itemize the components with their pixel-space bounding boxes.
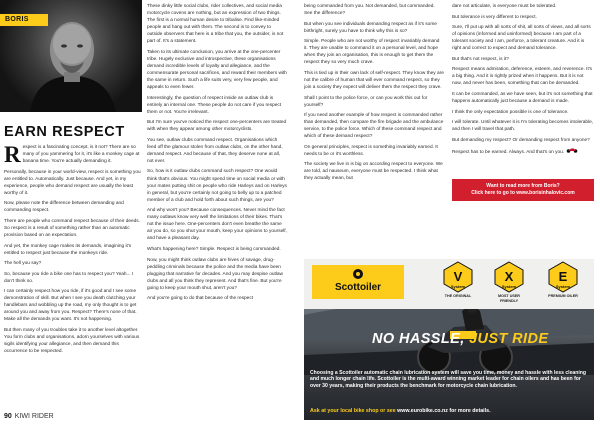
paragraph: dare not articulate, is everyone must be tolerated. bbox=[452, 4, 557, 9]
paragraph: But that's not respect, is it? bbox=[452, 56, 509, 62]
paragraph: But when you see individuals demanding respect as if it's some birthright, surely you have to think why this is so? bbox=[304, 21, 437, 34]
first-paragraph bbox=[4, 144, 141, 165]
motorcycle-end-icon bbox=[566, 147, 578, 156]
scottoiler-logo bbox=[312, 265, 404, 304]
read-more-link[interactable] bbox=[452, 179, 594, 201]
system-v bbox=[439, 261, 477, 299]
paragraph: espect is a fascinating concept, is it not? There are so many of you yammering for it, it's like a monkey cage at banana time. You're actually demanding it. bbox=[22, 145, 140, 165]
paragraph: If you need another example of how respect is commanded rather than demanded, then compare the fire brigade and the ambulance service, to the police force. Which of these command respect and which of these demand respect? bbox=[304, 113, 444, 140]
scottoiler-advertisement[interactable] bbox=[304, 259, 594, 420]
paragraph: There are people who command respect because of their deeds. So respect is a result of something rather than an automatic provision based on an expectation. bbox=[4, 218, 140, 239]
system-e-label: PREMIUM OILER bbox=[548, 294, 578, 298]
magazine-name: KIWI RIDER bbox=[14, 413, 54, 420]
paragraph: Taken to its ultimate conclusion, you arrive at the one-percenter tribe. Hugely exclusive and introspective, these organisations demand incredible levels of loyalty and allegiance, and the commensurate personal sacrifices, and reward their members with the same in return. Such a life suits very, very few people, and appeals to even fewer. bbox=[147, 49, 287, 91]
system-v-letter: V bbox=[453, 269, 463, 284]
paragraph: These dinky little social clubs, rider collectives, and social media motorcycle covens are nothing, but an expression of two things. The first is a normal human desire to tribalise. Find like-minded people and hang out with them. The second is to convey to outside observers that here is a tribe that you, the outsider, is not part of. It's a statement. bbox=[147, 4, 284, 45]
system-e-hexagon-icon bbox=[547, 261, 579, 293]
system-x-letter: X bbox=[504, 269, 514, 284]
paragraph: Respect has to be earned. Always. And that's on you. bbox=[452, 150, 565, 156]
scottoiler-brand-name: Scottoiler bbox=[334, 282, 382, 293]
paragraph: And you're going to do that because of the respect bbox=[147, 296, 254, 302]
author-photo bbox=[0, 0, 142, 112]
system-x bbox=[490, 261, 528, 303]
paragraph: Now, please note the difference between demanding and commanding respect. bbox=[4, 201, 124, 214]
system-e-sub: System bbox=[555, 284, 571, 289]
paragraph: Interestingly, the question of respect inside an outlaw club is entirely an internal one. These people do not care if you respect them or not. You're irrelevant. bbox=[147, 95, 282, 115]
system-x-sub: System bbox=[501, 284, 517, 289]
system-v-sub: System bbox=[450, 284, 466, 289]
article-column-3 bbox=[304, 3, 444, 255]
read-more-line-1: Want to read more from Boris? bbox=[486, 183, 560, 189]
last-paragraph bbox=[452, 147, 594, 156]
section-tag-label: BORIS bbox=[5, 16, 29, 23]
paragraph: The hell you say? bbox=[4, 261, 42, 267]
paragraph: I can certainly respect how you ride, if it's good and I see some demonstration of skill. But when I see you death clutching your handlebars and wobbling up the road, my only thought is to get around you and away from you. Respect? There's none of that. Make all the demands you want. It's not happening. bbox=[4, 289, 137, 323]
drop-cap: R bbox=[4, 144, 21, 167]
paragraph: What's happening here? Simple. Respect is being commanded. bbox=[147, 246, 281, 252]
eurobike-link[interactable]: www.eurobike.co.nz for more details. bbox=[397, 408, 491, 414]
paragraph: And why won't you? Because consequences. Never mind the fact many outlaws know very well the limitations of their bikes. That's not the issue here. One-percenters don't even breathe the same air you do, so you shut your mouth, keep your opinions to yourself, and have a pleasant day. bbox=[147, 208, 287, 242]
paragraph: being commanded from you. Not demanded, but commanded. See the difference? bbox=[304, 4, 435, 17]
system-v-hexagon-icon bbox=[442, 261, 474, 293]
slogan-white: NO HASSLE, bbox=[372, 331, 470, 347]
paragraph: But I'm sure you've noticed the respect one-percenters are treated with when they appear among other motorcyclists. bbox=[147, 120, 287, 133]
page-number: 90 bbox=[4, 413, 12, 420]
article-column-4 bbox=[452, 3, 594, 173]
page-footer bbox=[4, 413, 54, 420]
paragraph: Simple. People who are not worthy of respect invariably demand it. They are unable to command it on a personal level, and hope when they join an organisation, this is enough to get them the respect they so very much crave. bbox=[304, 39, 440, 66]
ad-slogan bbox=[372, 331, 548, 347]
paragraph: But then many of you troubles take it to another level altogether. You form clubs and organisations, adorn yourselves with various sigils identifying your allegiance, and then demand this occurrence to be respected. bbox=[4, 328, 140, 355]
paragraph: On general principles, respect is something invariably earned. It needs to be or it's worthless. bbox=[304, 144, 438, 157]
paragraph: Sure, I'll put up with all sorts of shit, all sorts of views, and all sorts of opinions (informed and uninformed) because I am part of a tolerant society and I am, perforce, a tolerant creature. And it is right and correct to expect and demand tolerance. bbox=[452, 25, 591, 52]
paragraph: So, because you ride a bike one has to respect you? Yeah... I don't think so. bbox=[4, 271, 134, 284]
system-v-label: THE ORIGINAL bbox=[444, 294, 472, 298]
paragraph: I will tolerate. Until whatever it is I'm tolerating becomes intolerable, and then I will travel that path. bbox=[452, 120, 594, 133]
article-column-2 bbox=[147, 3, 287, 417]
paragraph: Shall I point to the police force, or can you work this out for yourself? bbox=[304, 95, 428, 108]
ad-call-to-action bbox=[310, 408, 590, 414]
paragraph: So, how is it outlaw clubs command such respect? One would think that's obvious. You might spend time on social media or with your mates putting shit on people who ride Harleys and on Harleys in general, but you're certainly not going to belly up to a patched member of a club and hold forth about such things, are you? bbox=[147, 169, 287, 203]
paragraph: Personally, because in your world-view, respect is something you are entitled to. Automatically. Just because. And yet, in my experience, people who demand respect are usually the least worthy of it. bbox=[4, 169, 141, 196]
paragraph: But demanding my respect? Or demanding respect from anyone? bbox=[452, 137, 590, 143]
paragraph: The society we live in is big on according respect to everyone. We are told, ad nauseum, everyone must be respected. I think what they actually mean, but bbox=[304, 162, 443, 182]
paragraph: It can be commanded, as we have seen, but it's not something that happens automatically just because a demand is made. bbox=[452, 91, 593, 105]
paragraph: Now, you might think outlaw clubs are hives of savage, drug-peddling criminals because the police and the media have been plugging that narrative for decades. And you may despise outlaw clubs and all you think they represent. And that's fine. But you're going to keep your mouth shut, aren't you? bbox=[147, 257, 283, 291]
article-column-1 bbox=[4, 144, 141, 412]
section-tag bbox=[0, 14, 48, 26]
ad-body-text: Choosing a Scottoiler automatic chain lubrication system will save you time, money and hassle with less cleaning and much longer chain life. Scottoiler is the multi-award winning market leader for chain oilers and has been for over 30 years, making their products the benchmark for motorcycle chain lubrication. bbox=[310, 370, 586, 389]
read-more-line-2[interactable]: Click here to go to www.borisinhalovic.com bbox=[471, 189, 575, 196]
paragraph: But tolerance is very different to respect. bbox=[452, 14, 537, 20]
paragraph: This is tied up in their own lack of self-respect. They know they are not the calibre of human that will ever command respect, so they join a society they expect will deliver them the respect they crave. bbox=[304, 70, 444, 90]
system-x-hexagon-icon bbox=[493, 261, 525, 293]
paragraph: I think the only expectation possible is one of tolerance. bbox=[452, 109, 569, 115]
article-headline: EARN RESPECT bbox=[4, 124, 125, 140]
paragraph: And yet, the monkey cage makes its demands, imagining it's entitled to respect just because the monkeys ride. bbox=[4, 243, 132, 256]
paragraph: Respect means admiration, deference, esteem, and reverence. It's a big thing. And it is rightly prized when it happens. But it is not now, and never has been, something that can be demanded. bbox=[452, 67, 593, 87]
slogan-yellow: JUST RIDE bbox=[469, 331, 549, 347]
system-e bbox=[544, 261, 582, 299]
system-x-label: MOST USER FRIENDLY bbox=[498, 294, 520, 303]
paragraph: You see, outlaw clubs command respect. Organisations which feed off the glamour stolen from outlaw clubs, on the other hand, demand respect. And because of that, they deserve none at all, not ever. bbox=[147, 137, 283, 164]
system-e-letter: E bbox=[558, 269, 568, 284]
cta-yellow: Ask at your local bike shop or see bbox=[310, 408, 398, 414]
